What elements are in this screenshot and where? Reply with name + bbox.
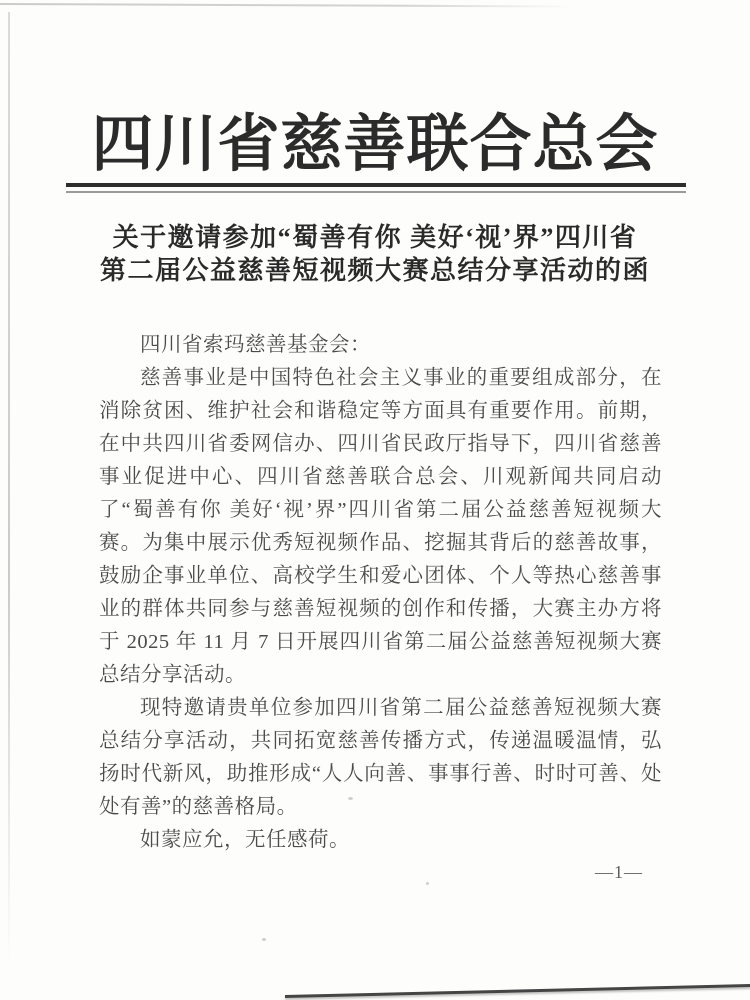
scan-top-edge-line	[0, 3, 575, 8]
body-paragraph-3: 如蒙应允，无任感荷。	[140, 829, 350, 851]
document-subject-heading	[0, 221, 750, 287]
scan-bottom-edge-line	[285, 984, 750, 998]
salutation-line: 四川省索玛慈善基金会：	[140, 334, 371, 356]
subject-heading-line-1: 关于邀请参加“蜀善有你 美好‘视’界”四川省	[112, 223, 638, 252]
page-number: —1—	[595, 862, 643, 882]
subject-heading-line-2: 第二届公益慈善短视频大赛总结分享活动的函	[99, 256, 650, 285]
letterhead-title: 四川省慈善联合总会	[91, 111, 659, 179]
scan-speck	[262, 938, 266, 941]
letterhead-divider-thin-line	[66, 191, 686, 193]
letter-body	[99, 329, 662, 857]
body-paragraph-2: 现特邀请贵单位参加四川省第二届公益慈善短视频大赛总结分享活动，共同拓宽慈善传播方式，传递温暖温情，弘扬时代新风，助推形成“人人向善、事事行善、时时可善、处处有善”的慈善格局。	[99, 697, 662, 818]
body-paragraph-1: 慈善事业是中国特色社会主义事业的重要组成部分，在消除贫困、维护社会和谐稳定等方面具有重要作用。前期，在中共四川省委网信办、四川省民政厅指导下，四川省慈善事业促进中心、四川省慈善联合总会、川观新闻共同启动了“蜀善有你 美好‘视’界”四川省第二届公益慈善短视频大赛。为集中展示优秀短视频作品、挖掘其背后的慈善故事，鼓励企事业单位、高校学生和爱心团体、个人等热心慈善事业的群体共同参与慈善短视频的创作和传播，大赛主办方将于 2025 年 11 月 7 日开展四川省第二届公益慈善短视频大赛总结分享活动。	[99, 367, 662, 686]
letterhead-divider-thick-line	[66, 183, 686, 187]
scan-speck	[426, 882, 429, 885]
letterhead-divider	[66, 183, 686, 193]
